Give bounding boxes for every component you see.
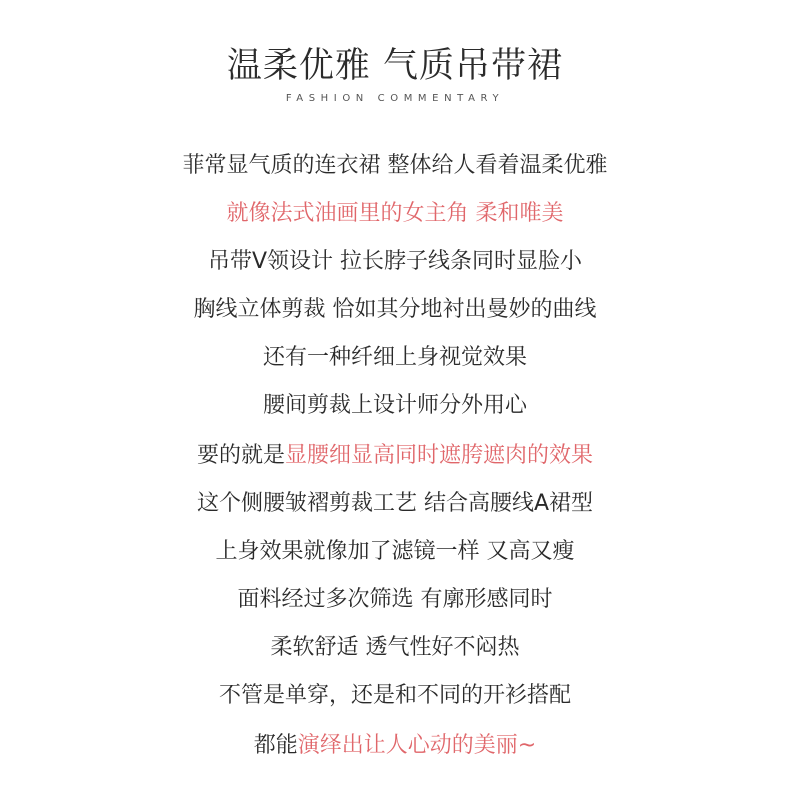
copy-line-6-text: 腰间剪裁上设计师分外用心 bbox=[262, 393, 527, 418]
copy-line-10-text: 面料经过多次筛选 有廓形感同时 bbox=[237, 587, 553, 612]
copy-line-7 bbox=[0, 441, 790, 471]
copy-line-3 bbox=[0, 247, 790, 277]
copy-line-8 bbox=[0, 489, 790, 519]
copy-line-12-text: 不管是单穿，还是和不同的开衫搭配 bbox=[218, 683, 571, 708]
copy-line-13 bbox=[0, 731, 790, 761]
copy-line-4 bbox=[0, 295, 790, 325]
copy-line-3-text: 吊带V领设计 拉长脖子线条同时显脸小 bbox=[207, 249, 583, 274]
copy-line-1 bbox=[0, 151, 790, 181]
copy-line-12 bbox=[0, 681, 790, 711]
copy-line-7-highlight: 显腰细显高同时遮胯遮肉的效果 bbox=[285, 443, 594, 468]
copy-line-2 bbox=[0, 199, 790, 229]
copy-line-5 bbox=[0, 343, 790, 373]
copy-line-13-text: 都能 bbox=[253, 733, 298, 758]
copy-line-10 bbox=[0, 585, 790, 615]
copy-line-8-text: 这个侧腰皱褶剪裁工艺 结合高腰线A裙型 bbox=[196, 491, 594, 516]
copy-line-7-text: 要的就是 bbox=[196, 443, 285, 468]
copy-line-5-text: 还有一种纤细上身视觉效果 bbox=[262, 345, 527, 370]
page-title: 温柔优雅 气质吊带裙 bbox=[226, 46, 564, 86]
copy-line-11 bbox=[0, 633, 790, 663]
copy-line-6 bbox=[0, 391, 790, 421]
copy-line-13-highlight: 演绎出让人心动的美丽~ bbox=[297, 733, 537, 758]
copy-line-2-highlight: 就像法式油画里的女主角 柔和唯美 bbox=[226, 201, 564, 226]
page-subtitle: FASHION COMMENTARY bbox=[285, 93, 505, 104]
copy-line-9 bbox=[0, 537, 790, 567]
copy-line-9-text: 上身效果就像加了滤镜一样 又高又瘦 bbox=[215, 539, 575, 564]
copy-line-11-text: 柔软舒适 透气性好不闷热 bbox=[270, 635, 520, 660]
copy-line-4-text: 胸线立体剪裁 恰如其分地衬出曼妙的曲线 bbox=[193, 297, 597, 322]
copy-line-1-text: 菲常显气质的连衣裙 整体给人看着温柔优雅 bbox=[182, 153, 608, 178]
